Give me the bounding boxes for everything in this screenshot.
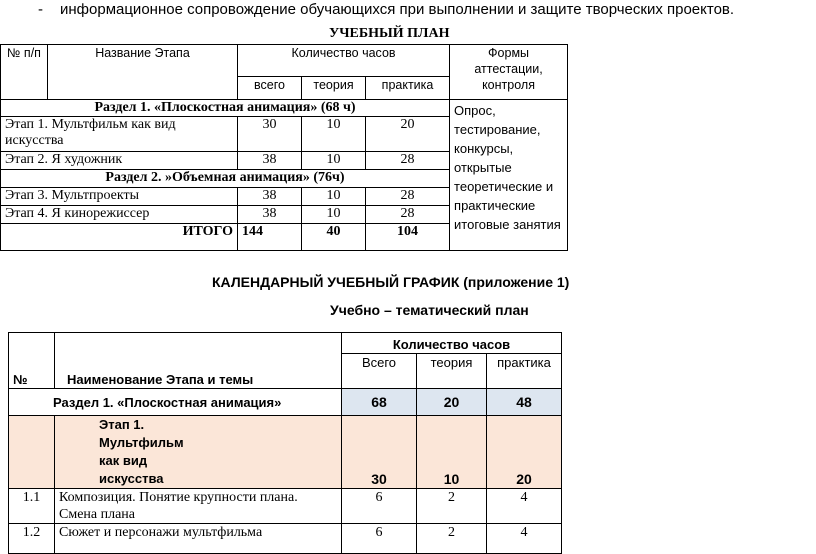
th-total: Всего <box>342 354 417 389</box>
plan-title: УЧЕБНЫЙ ПЛАН <box>329 26 450 41</box>
header-theory: теория <box>302 77 366 100</box>
tp-section-1-label: Раздел 1. «Плоскостная анимация» <box>9 389 342 416</box>
plan-row-stage3-name: Этап 3. Мультпроекты <box>1 188 238 206</box>
header-hours: Количество часов <box>238 45 450 77</box>
study-plan-table <box>0 44 568 251</box>
plan-row-stage1-theory: 10 <box>302 117 366 152</box>
tp-stage-1-theory: 10 <box>417 416 487 489</box>
plan-row-stage2-total: 38 <box>238 152 302 170</box>
plan-row-stage3-theory: 10 <box>302 188 366 206</box>
plan-row-stage3-practice: 28 <box>366 188 450 206</box>
plan-row-stage1-total: 30 <box>238 117 302 152</box>
bullet-dash: - <box>38 1 43 18</box>
header-practice: практика <box>366 77 450 100</box>
plan-row-stage2-theory: 10 <box>302 152 366 170</box>
tp-section-1-total: 68 <box>342 389 417 416</box>
forms-cell: Опрос, тестирование, конкурсы, открытые теоретические и практические итоговые занятия <box>450 100 568 251</box>
th-name: Наименование Этапа и темы <box>55 333 342 389</box>
tp-stage-1-total: 30 <box>342 416 417 489</box>
plan-row-stage2-practice: 28 <box>366 152 450 170</box>
plan-row-stage1-name: Этап 1. Мультфильм как вид искусства <box>1 117 238 152</box>
tp-row-1-2-name: Сюжет и персонажи мультфильма <box>55 524 342 554</box>
thematic-title: Учебно – тематический план <box>330 302 529 318</box>
plan-row-stage2-name: Этап 2. Я художник <box>1 152 238 170</box>
plan-row-stage4-name: Этап 4. Я кинорежиссер <box>1 206 238 224</box>
plan-row-stage3-total: 38 <box>238 188 302 206</box>
th-num: № <box>9 333 55 389</box>
tp-row-1-1-num: 1.1 <box>9 489 55 524</box>
header-name: Название Этапа <box>48 45 238 100</box>
tp-stage-1-label: Этап 1. Мультфильм как вид искусства <box>55 416 342 489</box>
itogo-theory: 40 <box>302 224 366 251</box>
tp-section-1-theory: 20 <box>417 389 487 416</box>
plan-row-stage4-practice: 28 <box>366 206 450 224</box>
tp-row-1-1-name: Композиция. Понятие крупности плана. Смена плана <box>55 489 342 524</box>
tp-row-1-2-practice: 4 <box>487 524 562 554</box>
plan-row-stage4-total: 38 <box>238 206 302 224</box>
header-total: всего <box>238 77 302 100</box>
tp-row-1-2-theory: 2 <box>417 524 487 554</box>
itogo-label: ИТОГО <box>1 224 238 251</box>
calendar-title: КАЛЕНДАРНЫЙ УЧЕБНЫЙ ГРАФИК (приложение 1) <box>212 274 570 290</box>
th-practice: практика <box>487 354 562 389</box>
itogo-practice: 104 <box>366 224 450 251</box>
intro-text: информационное сопровождение обучающихся при выполнении и защите творческих проектов. <box>60 1 735 18</box>
section-2-row: Раздел 2. »Объемная анимация» (76ч) <box>1 170 450 188</box>
tp-section-1-practice: 48 <box>487 389 562 416</box>
plan-row-stage4-theory: 10 <box>302 206 366 224</box>
tp-stage-1-num <box>9 416 55 489</box>
tp-row-1-1-practice: 4 <box>487 489 562 524</box>
th-hours: Количество часов <box>342 333 562 354</box>
tp-row-1-1-theory: 2 <box>417 489 487 524</box>
section-1-row: Раздел 1. «Плоскостная анимация» (68 ч) <box>1 100 450 117</box>
tp-row-1-2-total: 6 <box>342 524 417 554</box>
itogo-total: 144 <box>238 224 302 251</box>
tp-stage-1-practice: 20 <box>487 416 562 489</box>
tp-row-1-1-total: 6 <box>342 489 417 524</box>
header-forms: Формы аттестации, контроля <box>450 45 568 100</box>
intro-bullet-line <box>38 1 734 18</box>
header-num: № п/п <box>1 45 48 100</box>
plan-row-stage1-practice: 20 <box>366 117 450 152</box>
th-theory: теория <box>417 354 487 389</box>
tp-row-1-2-num: 1.2 <box>9 524 55 554</box>
